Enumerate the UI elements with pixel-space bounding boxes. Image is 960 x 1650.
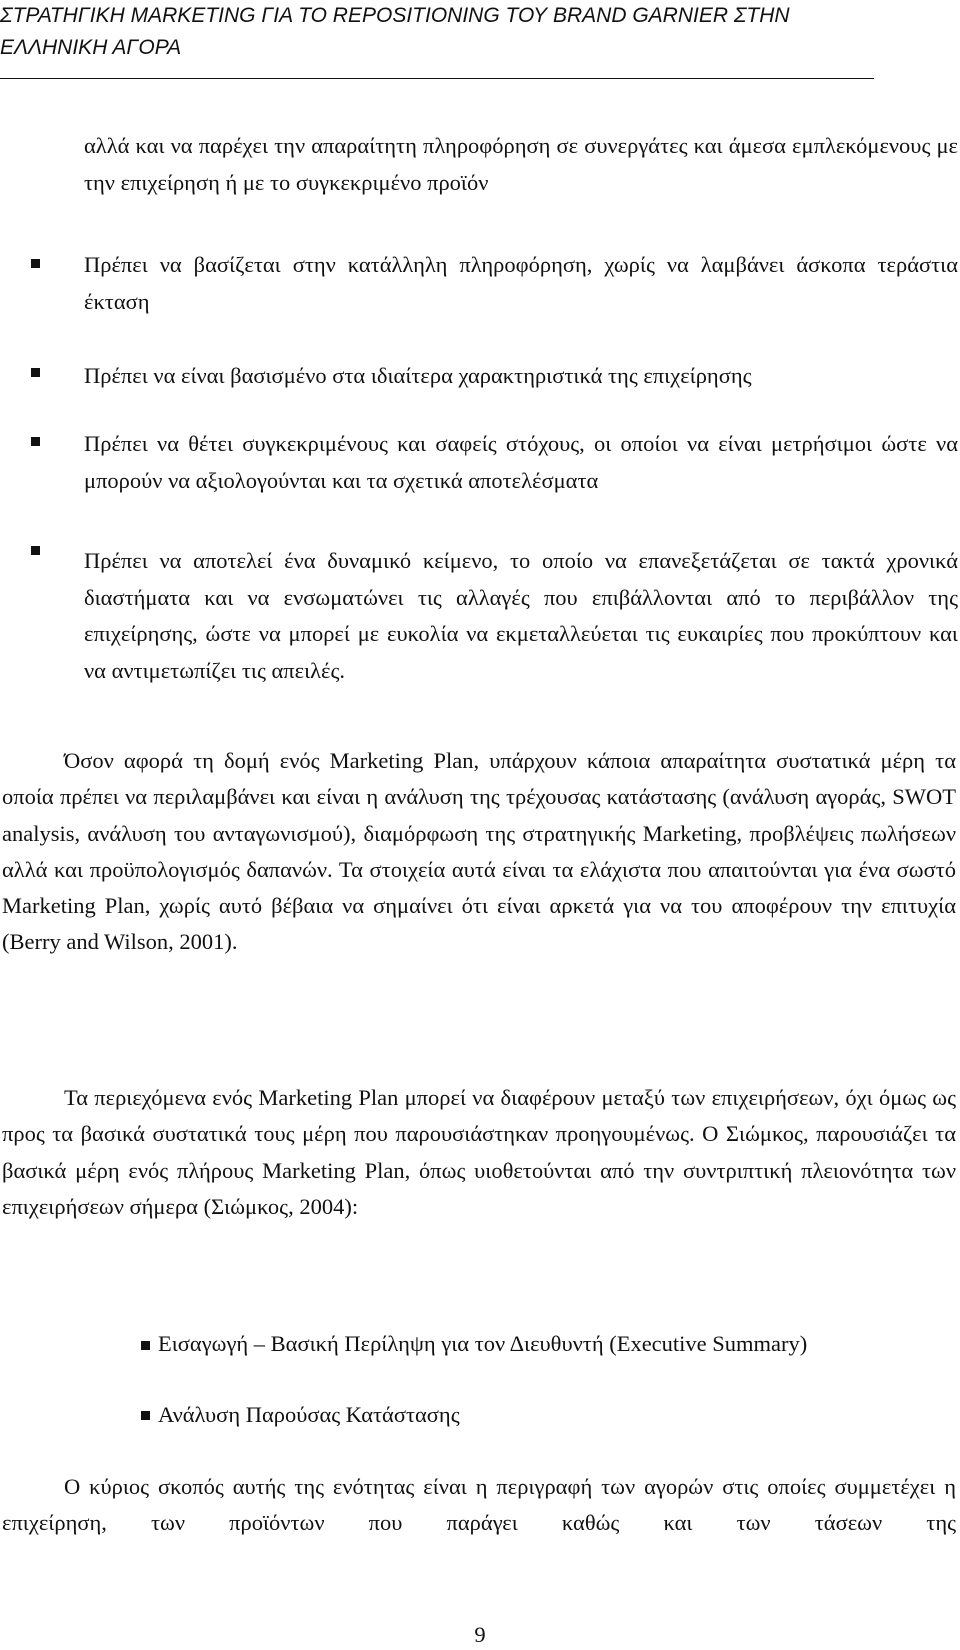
square-bullet-icon — [31, 259, 40, 268]
list-item-text: Πρέπει να αποτελεί ένα δυναμικό κείμενο, το οποίο να επανεξετάζεται σε τακτά χρονικά διαστήματα και να ενσωματώνει τις αλλαγές που επιβάλλονται από το περιβάλλον της επιχείρησης, ώστε να μπορεί με ευκολία να εκμεταλλεύεται τις ευκαιρίες που προκύπτουν και να αντιμετωπίζει τις απειλές. — [84, 548, 958, 683]
square-bullet-icon — [31, 437, 40, 446]
page-number: 9 — [474, 1622, 486, 1647]
body-paragraph: Τα περιεχόμενα ενός Marketing Plan μπορεί να διαφέρουν μεταξύ των επιχειρήσεων, όχι όμως ως προς τα βασικά συστατικά τους μέρη που παρουσιάστηκαν προηγουμένως. Ο Σιώμκος, παρουσιάζει τα βασικά μέρη ενός πλήρους Marketing Plan, όπως υιοθετούνται από την συντριπτική πλειονότητα των επιχειρήσεων σήμερα (Σιώμκος, 2004): — [2, 1085, 956, 1219]
square-bullet-icon — [141, 1411, 150, 1420]
list-item — [84, 426, 958, 499]
list-item — [84, 247, 958, 320]
list-item — [84, 543, 958, 689]
list-item: Εισαγωγή – Βασική Περίληψη για τον Διευθυντή (Executive Summary) — [158, 1331, 808, 1356]
body-paragraph: Όσον αφορά τη δομή ενός Marketing Plan, υπάρχουν κάποια απαραίτητα συστατικά μέρη τα οποία πρέπει να περιλαμβάνει και είναι η ανάλυση της τρέχουσας κατάστασης (ανάλυση αγοράς, SWOT analysis, ανάλυση του ανταγωνισμού), διαμόρφωση της στρατηγικής Marketing, προβλέψεις πωλήσεων αλλά και προϋπολογισμός δαπανών. Τα στοιχεία αυτά είναι τα ελάχιστα που απαιτούνται για ένα σωστό Marketing Plan, χωρίς αυτό βέβαια να σημαίνει ότι είναι αρκετά για να του αποφέρουν την επιτυχία (Berry and Wilson, 2001). — [2, 748, 956, 955]
list-item-text: Πρέπει να βασίζεται στην κατάλληλη πληροφόρηση, χωρίς να λαμβάνει άσκοπα τεράστια έκταση — [84, 252, 958, 314]
list-item — [84, 358, 958, 395]
list-item: Ανάλυση Παρούσας Κατάστασης — [158, 1402, 460, 1427]
continuation-text — [84, 128, 958, 201]
square-bullet-icon — [141, 1341, 150, 1350]
running-header: ΣΤΡΑΤΗΓΙΚΗ MARKETING ΓΙΑ ΤΟ REPOSITIONING ΤΟΥ BRAND GARNIER ΣΤΗΝ ΕΛΛΗΝΙΚΗ ΑΓΟΡΑ — [0, 4, 790, 59]
square-bullet-icon — [31, 546, 40, 555]
square-bullet-icon — [31, 368, 40, 377]
header-divider — [0, 78, 874, 79]
list-item-text: Πρέπει να είναι βασισμένο στα ιδιαίτερα χαρακτηριστικά της επιχείρησης — [84, 363, 752, 388]
body-paragraph: Ο κύριος σκοπός αυτής της ενότητας είναι η περιγραφή των αγορών στις οποίες συμμετέχει η επιχείρηση, των προϊόντων που παράγει καθώς και των τάσεων της — [2, 1474, 956, 1536]
continuation-text-body: αλλά και να παρέχει την απαραίτητη πληροφόρηση σε συνεργάτες και άμεσα εμπλεκόμενους με την επιχείρηση ή με το συγκεκριμένο προϊόν — [84, 133, 958, 195]
list-item-text: Πρέπει να θέτει συγκεκριμένους και σαφείς στόχους, οι οποίοι να είναι μετρήσιμοι ώστε να μπορούν να αξιολογούνται και τα σχετικά αποτελέσματα — [84, 431, 958, 493]
